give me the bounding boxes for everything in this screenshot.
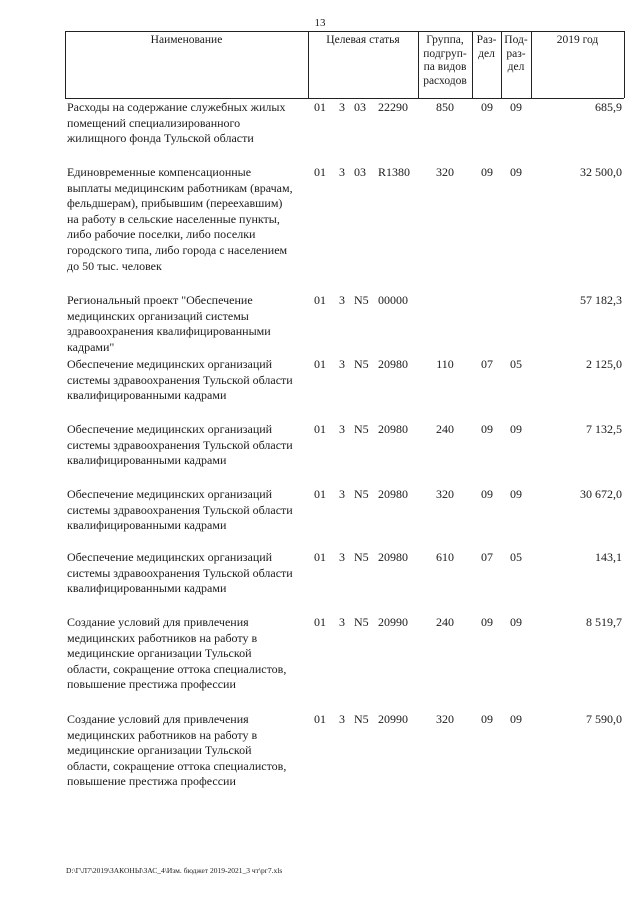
row-name: Единовременные компенсационные выплаты медицинским работникам (врачам, фельдшерам), прибывшим (переехавшим) на работу в сельские населенные пункты, либо рабочие поселки, либо поселки городского типа, либо города с населением до 50 тыс. человек (67, 165, 293, 273)
row-code-subprogram: 3 (339, 165, 345, 179)
row-code-direction: N5 (354, 487, 369, 501)
row-value: 30 672,0 (580, 487, 622, 501)
row-group: 110 (436, 357, 454, 371)
row-code-subprogram: 3 (339, 422, 345, 436)
row-code-expense: R1380 (378, 165, 411, 179)
row-code-program: 01 (314, 712, 326, 726)
file-path-footer: D:\Г\Л7\2019\ЗАКОНЫ\ЗАС_4\Изм. бюджет 2019-2021_3 чт\рг7.xls (66, 866, 283, 875)
row-section: 07 (481, 357, 493, 371)
row-value: 7 590,0 (586, 712, 622, 726)
row-code-direction: N5 (354, 293, 369, 307)
row-name: Расходы на содержание служебных жилых помещений специализированного жилищного фонда Тульской области (67, 100, 286, 146)
row-name: Обеспечение медицинских организаций системы здравоохранения Тульской области квалифицированными кадрами (67, 357, 293, 403)
row-code-direction: 03 (354, 165, 366, 179)
row-group: 850 (436, 100, 454, 114)
page-number: 13 (314, 17, 326, 29)
row-subsection: 05 (510, 550, 522, 564)
row-value: 7 132,5 (586, 422, 622, 436)
row-group: 610 (436, 550, 454, 564)
row-value: 57 182,3 (580, 293, 622, 307)
row-value: 32 500,0 (580, 165, 622, 179)
row-code-expense: 20980 (378, 550, 408, 564)
header-bottom-border (65, 98, 624, 99)
header-section: Раз- дел (476, 34, 497, 60)
row-code-direction: N5 (354, 357, 369, 371)
row-section: 09 (481, 712, 493, 726)
row-group: 240 (436, 422, 454, 436)
row-code-direction: N5 (354, 422, 369, 436)
header-border (624, 31, 625, 98)
row-code-program: 01 (314, 422, 326, 436)
row-code-expense: 20990 (378, 615, 408, 629)
row-section: 09 (481, 100, 493, 114)
row-code-subprogram: 3 (339, 293, 345, 307)
row-group: 320 (436, 487, 454, 501)
row-name: Обеспечение медицинских организаций системы здравоохранения Тульской области квалифицированными кадрами (67, 550, 293, 596)
row-group: 240 (436, 615, 454, 629)
header-target: Целевая статья (326, 34, 400, 46)
row-code-subprogram: 3 (339, 487, 345, 501)
row-code-program: 01 (314, 550, 326, 564)
row-code-program: 01 (314, 615, 326, 629)
row-code-direction: 03 (354, 100, 366, 114)
table-header (65, 31, 624, 98)
row-code-expense: 20980 (378, 487, 408, 501)
row-group: 320 (436, 712, 454, 726)
row-code-program: 01 (314, 100, 326, 114)
row-subsection: 05 (510, 357, 522, 371)
row-code-program: 01 (314, 487, 326, 501)
row-subsection: 09 (510, 615, 522, 629)
row-value: 2 125,0 (586, 357, 622, 371)
row-section: 09 (481, 165, 493, 179)
row-code-direction: N5 (354, 550, 369, 564)
row-code-expense: 20990 (378, 712, 408, 726)
row-code-expense: 20980 (378, 422, 408, 436)
header-subsection: Под- раз- дел (504, 34, 528, 73)
row-section: 09 (481, 487, 493, 501)
row-name: Создание условий для привлечения медицинских работников на работу в медицинские организации Тульской области, сокращение оттока специалистов, повышение престижа профессии (67, 712, 287, 789)
header-name: Наименование (150, 34, 223, 46)
row-code-expense: 00000 (378, 293, 408, 307)
row-code-subprogram: 3 (339, 100, 345, 114)
row-name: Региональный проект "Обеспечение медицинских организаций системы здравоохранения квалифицированными кадрами" (67, 293, 271, 354)
row-section: 09 (481, 615, 493, 629)
row-code-program: 01 (314, 357, 326, 371)
row-value: 143,1 (595, 550, 622, 564)
row-section: 07 (481, 550, 493, 564)
header-group: Группа, подгруп- па видов расходов (423, 34, 467, 87)
row-subsection: 09 (510, 422, 522, 436)
row-code-direction: N5 (354, 615, 369, 629)
row-code-direction: N5 (354, 712, 369, 726)
row-code-expense: 20980 (378, 357, 408, 371)
row-code-subprogram: 3 (339, 550, 345, 564)
row-name: Создание условий для привлечения медицинских работников на работу в медицинские организации Тульской области, сокращение оттока специалистов, повышение престижа профессии (67, 615, 287, 692)
row-section: 09 (481, 422, 493, 436)
row-name: Обеспечение медицинских организаций системы здравоохранения Тульской области квалифицированными кадрами (67, 422, 293, 468)
row-code-subprogram: 3 (339, 357, 345, 371)
row-code-program: 01 (314, 293, 326, 307)
header-year: 2019 год (556, 34, 599, 46)
row-subsection: 09 (510, 165, 522, 179)
row-code-program: 01 (314, 165, 326, 179)
row-code-subprogram: 3 (339, 615, 345, 629)
row-code-expense: 22290 (378, 100, 408, 114)
row-value: 8 519,7 (586, 615, 622, 629)
row-subsection: 09 (510, 100, 522, 114)
row-value: 685,9 (595, 100, 622, 114)
row-subsection: 09 (510, 712, 522, 726)
row-group: 320 (436, 165, 454, 179)
row-subsection: 09 (510, 487, 522, 501)
row-code-subprogram: 3 (339, 712, 345, 726)
row-name: Обеспечение медицинских организаций системы здравоохранения Тульской области квалифицированными кадрами (67, 487, 293, 533)
